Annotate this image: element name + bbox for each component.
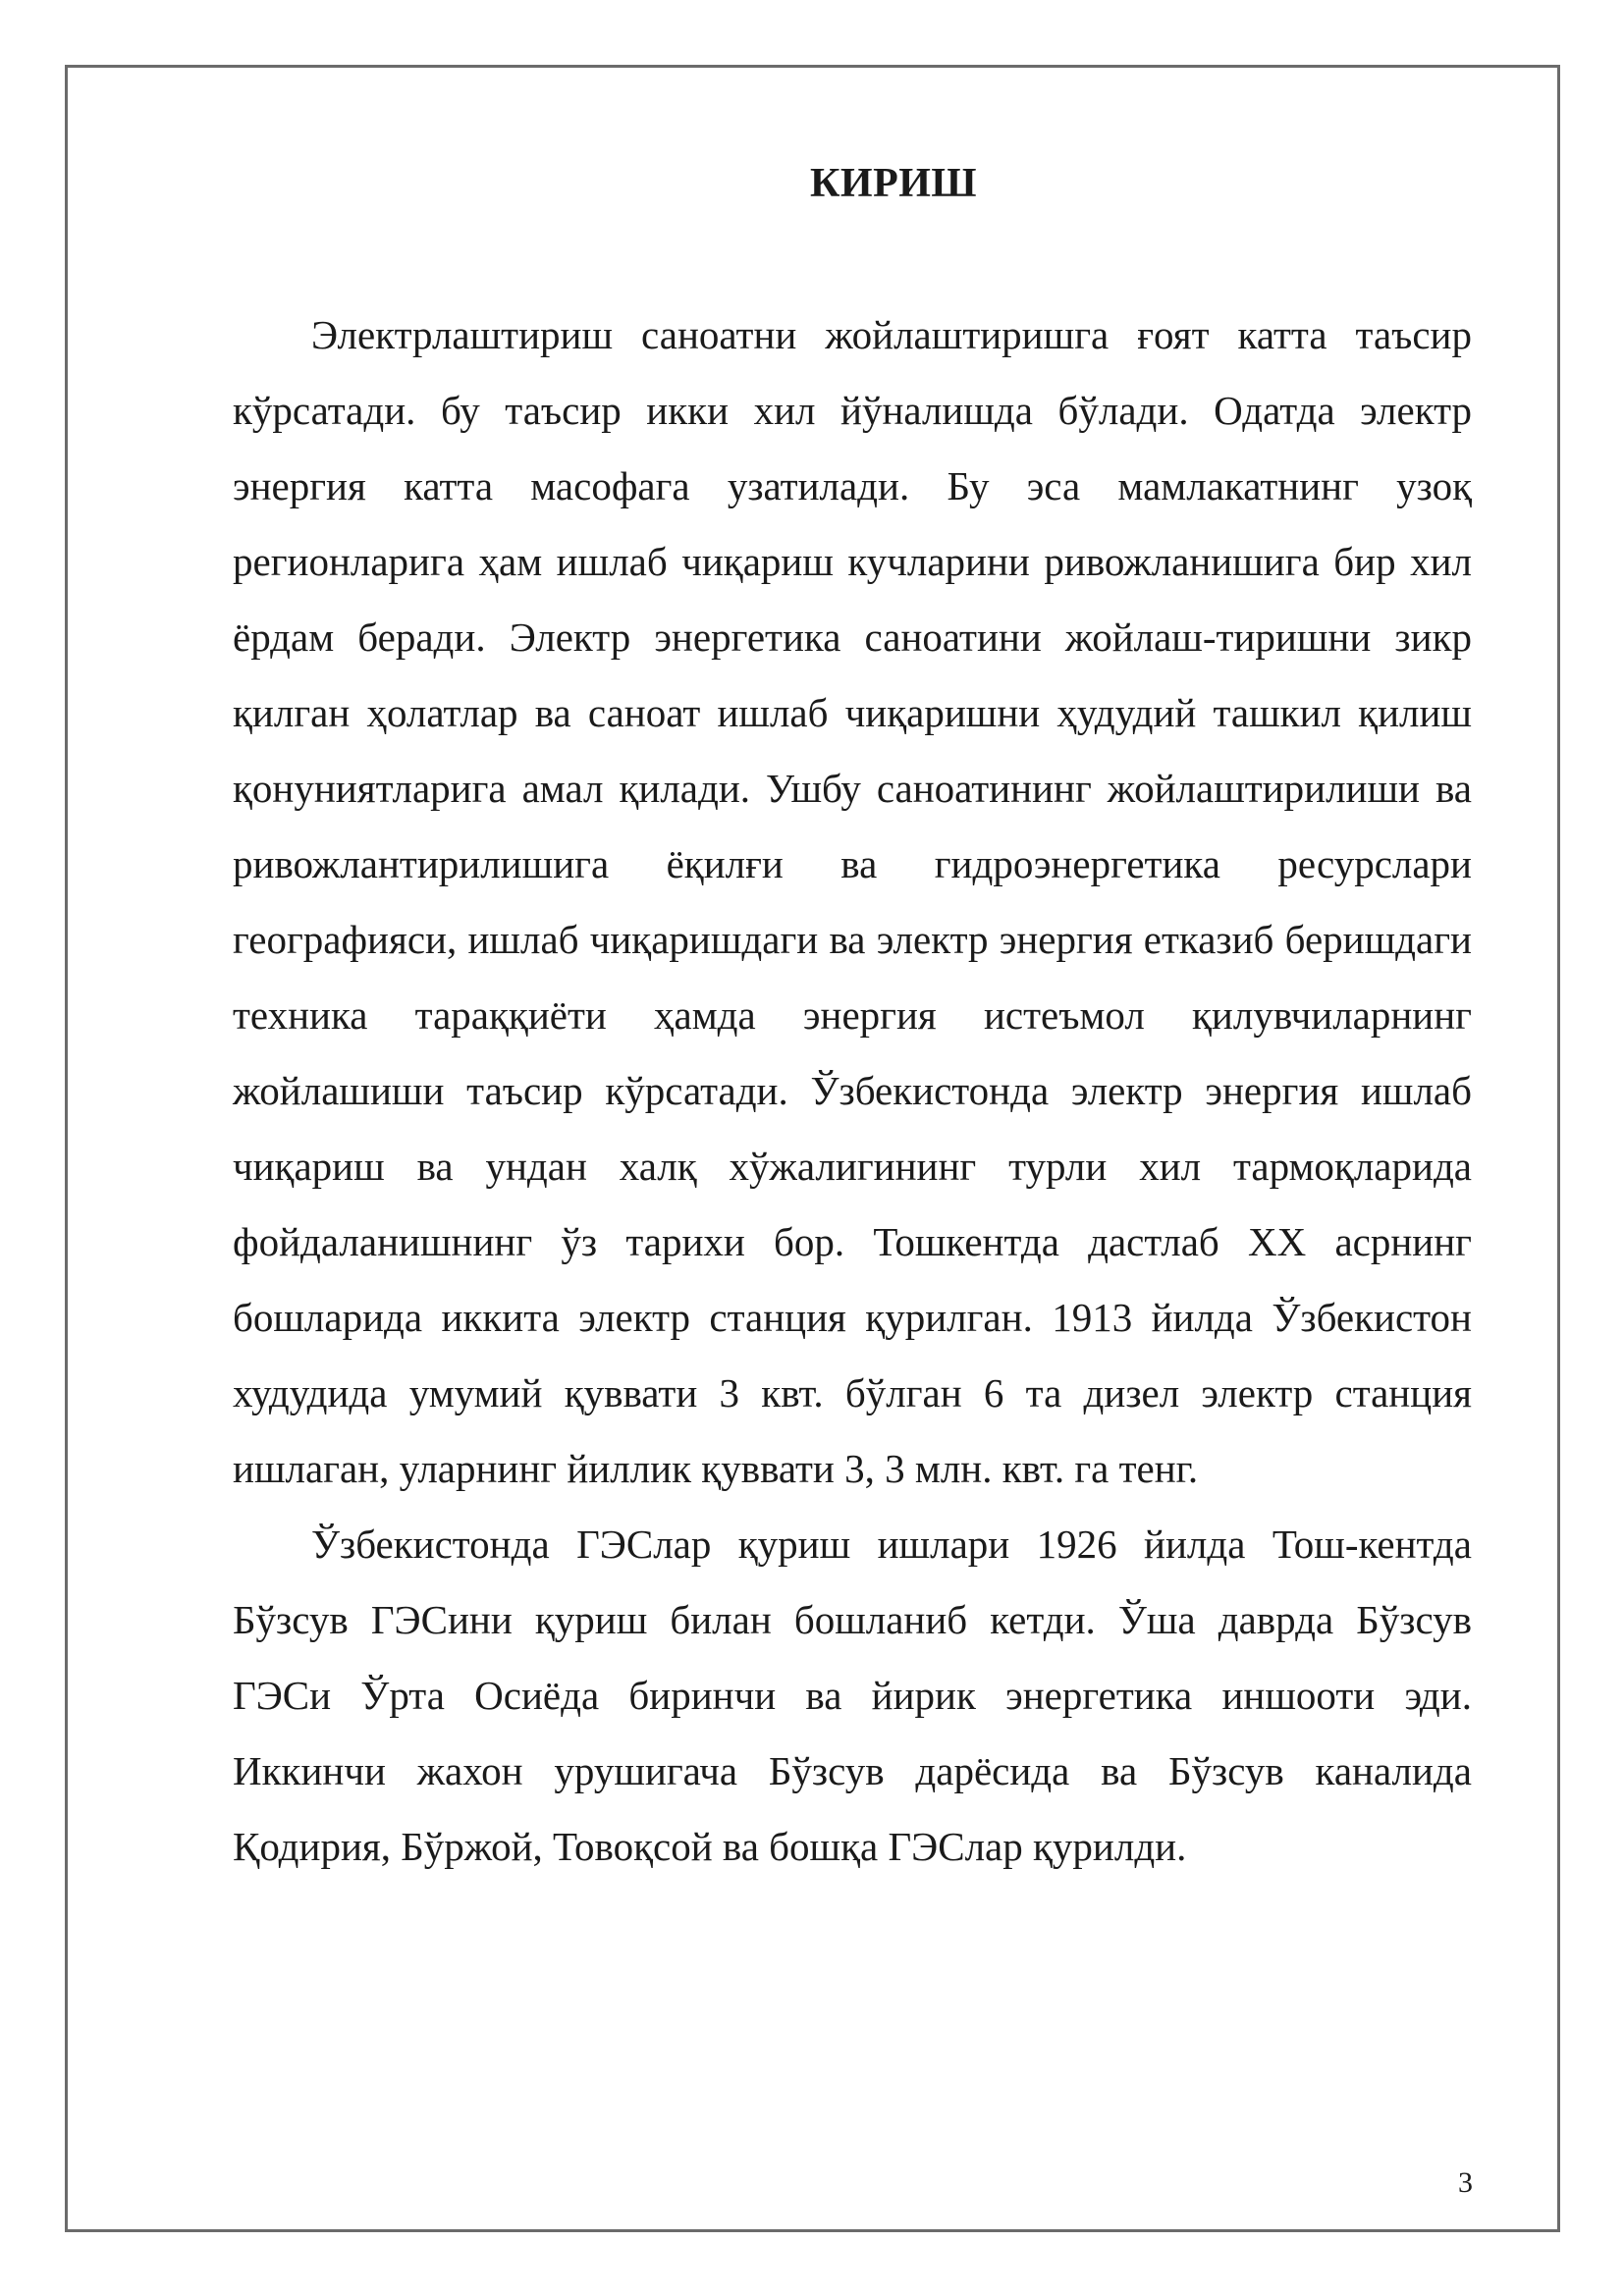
paragraph-2: Ўзбекистонда ГЭСлар қуриш ишлари 1926 йилда Тош-кентда Бўзсув ГЭСини қуриш билан бошланиб кетди. Ўша даврда Бўзсув ГЭСи Ўрта Осиёда биринчи ва йирик энергетика иншооти эди. Иккинчи жахон урушигача Бўзсув дарёсида ва Бўзсув каналида Қодирия, Бўржой, Товоқсой ва бошқа ГЭСлар қурилди.	[233, 1522, 1472, 1869]
page-number: 3	[1458, 2166, 1473, 2199]
page-title: КИРИШ	[809, 161, 978, 206]
paragraph-1: Электрлаштириш саноатни жойлаштиришга ғоят катта таъсир кўрсатади. бу таъсир икки хил йўналишда бўлади. Одатда электр энергия катта масофага узатилади. Бу эса мамлакатнинг узоқ регионларига ҳам ишлаб чиқариш кучларини ривожланишига бир хил ёрдам беради. Электр энергетика саноатини жойлаш-тиришни зикр қилган ҳолатлар ва саноат ишлаб чиқаришни ҳудудий ташкил қилиш қонуниятларига амал қилади. Ушбу саноатининг жойлаштирилиши ва ривожлантирилишига ёқилғи ва гидроэнергетика ресурслари географияси, ишлаб чиқаришдаги ва электр энергия етказиб беришдаги техника тараққиёти ҳамда энергия истеъмол қилувчиларнинг жойлашиши таъсир кўрсатади. Ўзбекистонда электр энергия ишлаб чиқариш ва ундан халқ хўжалигининг турли хил тармоқларида фойдаланишнинг ўз тарихи бор. Тошкентда дастлаб XX асрнинг бошларида иккита электр станция қурилган. 1913 йилда Ўзбекистон худудида умумий қуввати 3 квт. бўлган 6 та дизел электр станция ишлаган, уларнинг йиллик қуввати 3, 3 млн. квт. га тенг.	[233, 312, 1472, 1491]
document-body	[233, 297, 1472, 1885]
